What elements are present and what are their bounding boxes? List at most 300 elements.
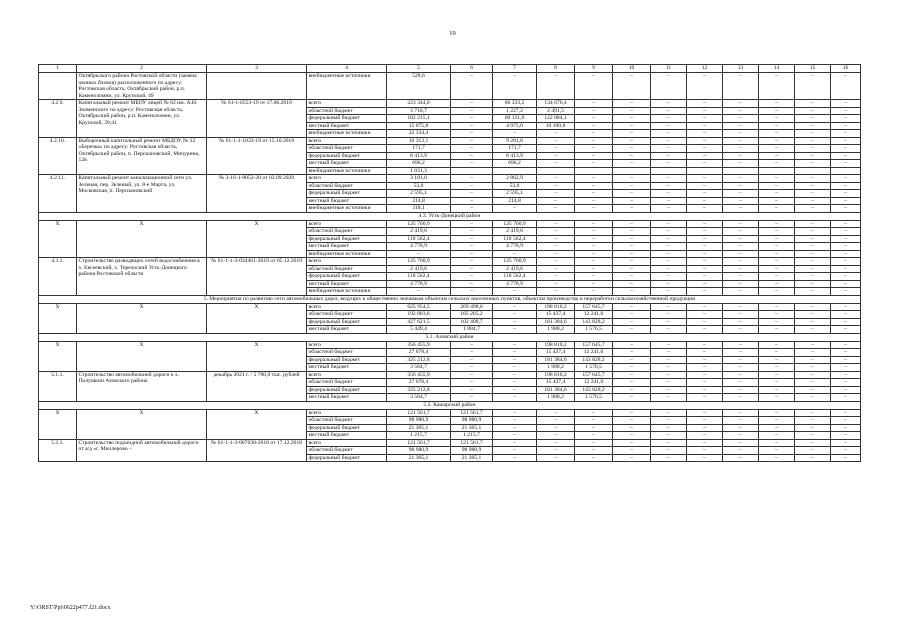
amount-cell: – bbox=[451, 258, 493, 266]
amount-cell: – bbox=[687, 107, 723, 115]
amount-cell: – bbox=[537, 265, 575, 273]
amount-cell: 4 778,9 bbox=[493, 280, 537, 288]
amount-cell: – bbox=[493, 303, 537, 311]
amount-cell: 181 384,6 bbox=[537, 356, 575, 364]
funding-source: всего bbox=[307, 303, 387, 311]
amount-cell: – bbox=[651, 160, 687, 168]
amount-cell: – bbox=[575, 250, 613, 258]
amount-cell: – bbox=[493, 288, 537, 296]
amount-cell: – bbox=[723, 115, 759, 123]
amount-cell: – bbox=[723, 137, 759, 145]
amount-cell: – bbox=[759, 152, 795, 160]
amount-cell: – bbox=[687, 394, 723, 402]
amount-cell: 125 760,9 bbox=[387, 220, 451, 228]
amount-cell: – bbox=[831, 122, 861, 130]
funding-source: внебюджетные источники bbox=[307, 205, 387, 213]
amount-cell: – bbox=[493, 432, 537, 440]
amount-cell: – bbox=[687, 326, 723, 334]
amount-cell: – bbox=[795, 303, 831, 311]
amount-cell: – bbox=[537, 152, 575, 160]
amount-cell: – bbox=[687, 228, 723, 236]
amount-cell: – bbox=[537, 175, 575, 183]
table-row bbox=[39, 258, 861, 266]
amount-cell: – bbox=[795, 349, 831, 357]
amount-cell: – bbox=[687, 122, 723, 130]
amount-cell: – bbox=[759, 424, 795, 432]
amount-cell: – bbox=[613, 182, 651, 190]
amount-cell: 1 576,5 bbox=[575, 364, 613, 372]
amount-cell: – bbox=[575, 454, 613, 462]
amount-cell: – bbox=[795, 137, 831, 145]
amount-cell: – bbox=[613, 394, 651, 402]
amount-cell bbox=[759, 167, 795, 175]
amount-cell: – bbox=[493, 417, 537, 425]
column-header: 5 bbox=[387, 65, 451, 73]
amount-cell: – bbox=[831, 220, 861, 228]
amount-cell: 15 437,4 bbox=[537, 349, 575, 357]
column-header: 4 bbox=[307, 65, 387, 73]
amount-cell: – bbox=[613, 386, 651, 394]
amount-cell: – bbox=[613, 371, 651, 379]
amount-cell: – bbox=[759, 356, 795, 364]
amount-cell: 143 828,2 bbox=[575, 356, 613, 364]
amount-cell: – bbox=[831, 265, 861, 273]
amount-cell: – bbox=[651, 273, 687, 281]
amount-cell: – bbox=[537, 280, 575, 288]
amount-cell: 3 564,7 bbox=[387, 394, 451, 402]
amount-cell: – bbox=[831, 130, 861, 138]
column-header: 3 bbox=[207, 65, 307, 73]
item-number: 4.2.9. bbox=[39, 100, 77, 138]
amount-cell: 625 954,5 bbox=[387, 303, 451, 311]
amount-cell: – bbox=[451, 137, 493, 145]
amount-cell: 4 778,9 bbox=[493, 243, 537, 251]
amount-cell: – bbox=[795, 175, 831, 183]
amount-cell: – bbox=[651, 100, 687, 108]
funding-source: областной бюджет bbox=[307, 265, 387, 273]
page-number: 19 bbox=[449, 30, 456, 37]
amount-cell: – bbox=[613, 73, 651, 100]
amount-cell: – bbox=[651, 73, 687, 100]
amount-cell: 15 437,4 bbox=[537, 311, 575, 319]
amount-cell: – bbox=[613, 303, 651, 311]
amount-cell: – bbox=[831, 417, 861, 425]
amount-cell: – bbox=[723, 197, 759, 205]
amount-cell: – bbox=[651, 265, 687, 273]
amount-cell: 122 084,1 bbox=[537, 115, 575, 123]
amount-cell: – bbox=[795, 107, 831, 115]
amount-cell: 118 562,4 bbox=[493, 273, 537, 281]
amount-cell: 3 718,7 bbox=[387, 107, 451, 115]
amount-cell: – bbox=[451, 356, 493, 364]
amount-cell: – bbox=[759, 265, 795, 273]
funding-source: местный бюджет bbox=[307, 394, 387, 402]
funding-source: федеральный бюджет bbox=[307, 424, 387, 432]
column-header: 15 bbox=[795, 65, 831, 73]
amount-cell: – bbox=[831, 228, 861, 236]
amount-cell: – bbox=[613, 235, 651, 243]
funding-source: федеральный бюджет bbox=[307, 273, 387, 281]
amount-cell: – bbox=[759, 197, 795, 205]
amount-cell: – bbox=[451, 394, 493, 402]
amount-cell: – bbox=[537, 454, 575, 462]
amount-cell: – bbox=[537, 228, 575, 236]
amount-cell: – bbox=[723, 379, 759, 387]
amount-cell: – bbox=[795, 447, 831, 455]
amount-cell: – bbox=[493, 394, 537, 402]
amount-cell: 696,2 bbox=[493, 160, 537, 168]
amount-cell: – bbox=[723, 175, 759, 183]
amount-cell: – bbox=[831, 258, 861, 266]
section-row bbox=[39, 333, 861, 341]
funding-source: федеральный бюджет bbox=[307, 152, 387, 160]
amount-cell: 1 215,7 bbox=[387, 432, 451, 440]
amount-cell: 121 561,7 bbox=[387, 439, 451, 447]
funding-source: всего bbox=[307, 341, 387, 349]
funding-source: местный бюджет bbox=[307, 364, 387, 372]
amount-cell: 118 562,4 bbox=[387, 273, 451, 281]
amount-cell: 10 100,8 bbox=[537, 122, 575, 130]
amount-cell: – bbox=[759, 326, 795, 334]
amount-cell: – bbox=[451, 371, 493, 379]
amount-cell: – bbox=[613, 273, 651, 281]
amount-cell: – bbox=[613, 258, 651, 266]
amount-cell: – bbox=[575, 258, 613, 266]
amount-cell: – bbox=[759, 220, 795, 228]
amount-cell: – bbox=[613, 137, 651, 145]
amount-cell: – bbox=[493, 409, 537, 417]
amount-cell: – bbox=[687, 182, 723, 190]
amount-cell: – bbox=[723, 341, 759, 349]
table-body bbox=[39, 65, 861, 462]
amount-cell: 181 384,6 bbox=[537, 318, 575, 326]
amount-cell: – bbox=[687, 258, 723, 266]
amount-cell: – bbox=[759, 130, 795, 138]
amount-cell: – bbox=[759, 258, 795, 266]
amount-cell: – bbox=[537, 439, 575, 447]
amount-cell: – bbox=[687, 243, 723, 251]
amount-cell: – bbox=[759, 432, 795, 440]
amount-cell: – bbox=[537, 182, 575, 190]
funding-source: всего bbox=[307, 439, 387, 447]
section-title: 5. Мероприятия по развитию сети автомобильных дорог, ведущих к общественно значимым объектам сельских населенных пунктов, объектам производства и переработки сельскохозяйственной продукции bbox=[39, 295, 861, 303]
amount-cell: – bbox=[651, 379, 687, 387]
amount-cell: 2 419,6 bbox=[493, 228, 537, 236]
amount-cell: – bbox=[795, 243, 831, 251]
amount-cell: – bbox=[651, 417, 687, 425]
amount-cell: – bbox=[451, 152, 493, 160]
amount-cell: – bbox=[451, 220, 493, 228]
amount-cell: – bbox=[493, 364, 537, 372]
amount-cell: – bbox=[575, 145, 613, 153]
funding-source: всего bbox=[307, 137, 387, 145]
amount-cell: 1 988,2 bbox=[537, 394, 575, 402]
amount-cell: – bbox=[651, 197, 687, 205]
amount-cell: – bbox=[651, 107, 687, 115]
amount-cell: – bbox=[613, 145, 651, 153]
funding-source: всего bbox=[307, 258, 387, 266]
amount-cell: – bbox=[795, 235, 831, 243]
amount-cell: – bbox=[723, 447, 759, 455]
amount-cell: – bbox=[651, 258, 687, 266]
amount-cell: – bbox=[723, 386, 759, 394]
amount-cell: – bbox=[831, 356, 861, 364]
amount-cell: – bbox=[795, 326, 831, 334]
column-header: 2 bbox=[77, 65, 207, 73]
amount-cell: – bbox=[613, 130, 651, 138]
amount-cell: 121 561,7 bbox=[451, 439, 493, 447]
amount-cell: – bbox=[831, 152, 861, 160]
amount-cell: 427 621,5 bbox=[387, 318, 451, 326]
amount-cell: – bbox=[723, 280, 759, 288]
funding-source: внебюджетные источники bbox=[307, 250, 387, 258]
amount-cell: – bbox=[613, 341, 651, 349]
column-header: 6 bbox=[451, 65, 493, 73]
amount-cell: – bbox=[795, 379, 831, 387]
amount-cell: 143 828,2 bbox=[575, 386, 613, 394]
amount-cell: – bbox=[759, 122, 795, 130]
amount-cell bbox=[613, 167, 651, 175]
amount-cell: – bbox=[493, 318, 537, 326]
amount-cell: – bbox=[759, 205, 795, 213]
amount-cell: – bbox=[795, 220, 831, 228]
amount-cell: 27 678,4 bbox=[387, 379, 451, 387]
amount-cell: – bbox=[451, 182, 493, 190]
amount-cell: – bbox=[759, 318, 795, 326]
amount-cell: – bbox=[759, 250, 795, 258]
amount-cell: – bbox=[795, 258, 831, 266]
amount-cell: 21 365,1 bbox=[387, 424, 451, 432]
funding-source: всего bbox=[307, 220, 387, 228]
amount-cell: – bbox=[831, 205, 861, 213]
amount-cell: 2 419,6 bbox=[387, 228, 451, 236]
amount-cell: – bbox=[831, 371, 861, 379]
amount-cell: – bbox=[759, 341, 795, 349]
amount-cell bbox=[651, 167, 687, 175]
amount-cell bbox=[451, 167, 493, 175]
amount-cell: – bbox=[613, 228, 651, 236]
amount-cell: – bbox=[537, 250, 575, 258]
amount-cell: – bbox=[651, 145, 687, 153]
amount-cell: – bbox=[759, 394, 795, 402]
amount-cell: – bbox=[723, 160, 759, 168]
funding-source: федеральный бюджет bbox=[307, 115, 387, 123]
amount-cell: 214,8 bbox=[493, 197, 537, 205]
amount-cell: – bbox=[831, 386, 861, 394]
amount-cell: – bbox=[613, 250, 651, 258]
amount-cell: – bbox=[687, 311, 723, 319]
amount-cell: – bbox=[687, 386, 723, 394]
amount-cell: 102 408,7 bbox=[451, 318, 493, 326]
amount-cell: – bbox=[795, 273, 831, 281]
amount-cell: – bbox=[575, 122, 613, 130]
amount-cell: – bbox=[831, 273, 861, 281]
amount-cell: – bbox=[575, 273, 613, 281]
amount-cell: – bbox=[687, 160, 723, 168]
amount-cell: – bbox=[651, 243, 687, 251]
amount-cell: 15 437,4 bbox=[537, 379, 575, 387]
amount-cell: 12 241,0 bbox=[575, 379, 613, 387]
amount-cell: – bbox=[759, 349, 795, 357]
amount-cell: 528,6 bbox=[387, 73, 451, 100]
funding-source: областной бюджет bbox=[307, 349, 387, 357]
amount-cell: – bbox=[493, 341, 537, 349]
amount-cell: – bbox=[831, 73, 861, 100]
amount-cell: 22 334,4 bbox=[387, 130, 451, 138]
amount-cell: – bbox=[687, 73, 723, 100]
amount-cell: – bbox=[687, 439, 723, 447]
amount-cell: – bbox=[451, 197, 493, 205]
amount-cell: – bbox=[795, 205, 831, 213]
amount-cell: – bbox=[795, 145, 831, 153]
funding-source: областной бюджет bbox=[307, 447, 387, 455]
amount-cell: – bbox=[723, 356, 759, 364]
amount-cell: – bbox=[451, 273, 493, 281]
amount-cell: 60 131,0 bbox=[493, 115, 537, 123]
funding-source: областной бюджет bbox=[307, 182, 387, 190]
item-description: Строительство автомобильной дороги к х. Полушкин Азовского района bbox=[77, 371, 207, 401]
amount-cell: – bbox=[795, 341, 831, 349]
amount-cell: 21 365,1 bbox=[451, 424, 493, 432]
amount-cell: – bbox=[687, 280, 723, 288]
amount-cell: – bbox=[537, 424, 575, 432]
amount-cell: 198 810,2 bbox=[537, 341, 575, 349]
amount-cell: – bbox=[723, 424, 759, 432]
amount-cell: 4 778,9 bbox=[387, 243, 451, 251]
amount-cell: – bbox=[651, 349, 687, 357]
funding-source: всего bbox=[307, 100, 387, 108]
item-description: Строительство разводящих сетей водоснабжения в х. Евсеевский, х. Терехоский Усть-Донецкого района Ростовской области bbox=[77, 258, 207, 296]
amount-cell: 171,7 bbox=[387, 145, 451, 153]
amount-cell: – bbox=[759, 371, 795, 379]
funding-source: внебюджетные источники bbox=[307, 288, 387, 296]
amount-cell: – bbox=[537, 205, 575, 213]
amount-cell: 121 561,7 bbox=[387, 409, 451, 417]
amount-cell: – bbox=[759, 182, 795, 190]
amount-cell: – bbox=[493, 371, 537, 379]
table-row bbox=[39, 303, 861, 311]
amount-cell: – bbox=[613, 100, 651, 108]
amount-cell: – bbox=[759, 235, 795, 243]
amount-cell: 143 828,2 bbox=[575, 318, 613, 326]
amount-cell: – bbox=[723, 258, 759, 266]
amount-cell: – bbox=[759, 160, 795, 168]
amount-cell: – bbox=[723, 318, 759, 326]
amount-cell: 192 883,6 bbox=[387, 311, 451, 319]
amount-cell: – bbox=[831, 115, 861, 123]
amount-cell: – bbox=[537, 243, 575, 251]
amount-cell: – bbox=[723, 303, 759, 311]
amount-cell: – bbox=[651, 356, 687, 364]
amount-cell: – bbox=[651, 152, 687, 160]
amount-cell: 10 313,1 bbox=[387, 137, 451, 145]
amount-cell: – bbox=[687, 303, 723, 311]
amount-cell bbox=[575, 167, 613, 175]
amount-cell: – bbox=[795, 73, 831, 100]
amount-cell: – bbox=[759, 364, 795, 372]
amount-cell: – bbox=[575, 137, 613, 145]
amount-cell: – bbox=[723, 130, 759, 138]
amount-cell: – bbox=[795, 318, 831, 326]
funding-source: федеральный бюджет bbox=[307, 454, 387, 462]
amount-cell: 182 215,1 bbox=[387, 115, 451, 123]
amount-cell: 1 215,7 bbox=[451, 432, 493, 440]
amount-cell: – bbox=[451, 250, 493, 258]
amount-cell: – bbox=[613, 152, 651, 160]
amount-cell: 198 810,2 bbox=[537, 371, 575, 379]
amount-cell: – bbox=[687, 115, 723, 123]
amount-cell: 1 576,5 bbox=[575, 394, 613, 402]
amount-cell: 5 449,4 bbox=[387, 326, 451, 334]
amount-cell: – bbox=[831, 100, 861, 108]
amount-cell: – bbox=[537, 137, 575, 145]
item-description: Х bbox=[77, 220, 207, 258]
amount-cell: – bbox=[759, 107, 795, 115]
funding-source: внебюджетные источники bbox=[307, 130, 387, 138]
amount-cell: 134 676,4 bbox=[537, 100, 575, 108]
item-document: № 61-1-1-1033-19 от 15.10.2019 bbox=[207, 137, 307, 175]
amount-cell: – bbox=[575, 73, 613, 100]
amount-cell: – bbox=[831, 341, 861, 349]
amount-cell: – bbox=[451, 265, 493, 273]
amount-cell: – bbox=[451, 115, 493, 123]
amount-cell: – bbox=[687, 454, 723, 462]
funding-source: внебюджетные источники bbox=[307, 73, 387, 100]
amount-cell: – bbox=[613, 280, 651, 288]
amount-cell: – bbox=[575, 100, 613, 108]
amount-cell: 356 455,9 bbox=[387, 371, 451, 379]
amount-cell: – bbox=[493, 379, 537, 387]
amount-cell: – bbox=[831, 318, 861, 326]
amount-cell: – bbox=[613, 265, 651, 273]
amount-cell: – bbox=[795, 152, 831, 160]
amount-cell: – bbox=[831, 409, 861, 417]
amount-cell: 8 413,9 bbox=[387, 152, 451, 160]
amount-cell: – bbox=[575, 235, 613, 243]
amount-cell: – bbox=[687, 145, 723, 153]
amount-cell: – bbox=[795, 432, 831, 440]
amount-cell: – bbox=[575, 265, 613, 273]
amount-cell: – bbox=[723, 364, 759, 372]
amount-cell: 2 862,9 bbox=[493, 175, 537, 183]
item-description: Капитальный ремонт МБОУ лицей № 82 им. А.Н. Знаменского по адресу: Ростовская область, Октябрьский район, р.п. Каменоломни, ул. Крупской, 39,41 bbox=[77, 100, 207, 138]
amount-cell: – bbox=[575, 205, 613, 213]
amount-cell: – bbox=[831, 439, 861, 447]
item-document: № 3-16-1-0052-20 от 03.09.2020 bbox=[207, 175, 307, 213]
amount-cell: – bbox=[493, 386, 537, 394]
amount-cell: – bbox=[387, 288, 451, 296]
amount-cell: 9 281,8 bbox=[493, 137, 537, 145]
amount-cell: – bbox=[759, 303, 795, 311]
amount-cell: – bbox=[723, 349, 759, 357]
column-header: 1 bbox=[39, 65, 77, 73]
amount-cell: – bbox=[613, 107, 651, 115]
amount-cell: – bbox=[451, 288, 493, 296]
item-document: декабрь 2021 г. / 5 700,0 тыс. рублей bbox=[207, 371, 307, 401]
amount-cell: – bbox=[651, 115, 687, 123]
amount-cell: – bbox=[451, 100, 493, 108]
funding-source: областной бюджет bbox=[307, 379, 387, 387]
amount-cell: – bbox=[651, 439, 687, 447]
amount-cell: – bbox=[759, 190, 795, 198]
amount-cell: – bbox=[795, 250, 831, 258]
amount-cell: – bbox=[759, 311, 795, 319]
amount-cell: – bbox=[723, 100, 759, 108]
amount-cell: – bbox=[575, 447, 613, 455]
amount-cell: – bbox=[687, 364, 723, 372]
amount-cell: – bbox=[687, 288, 723, 296]
amount-cell: 98 980,9 bbox=[451, 447, 493, 455]
